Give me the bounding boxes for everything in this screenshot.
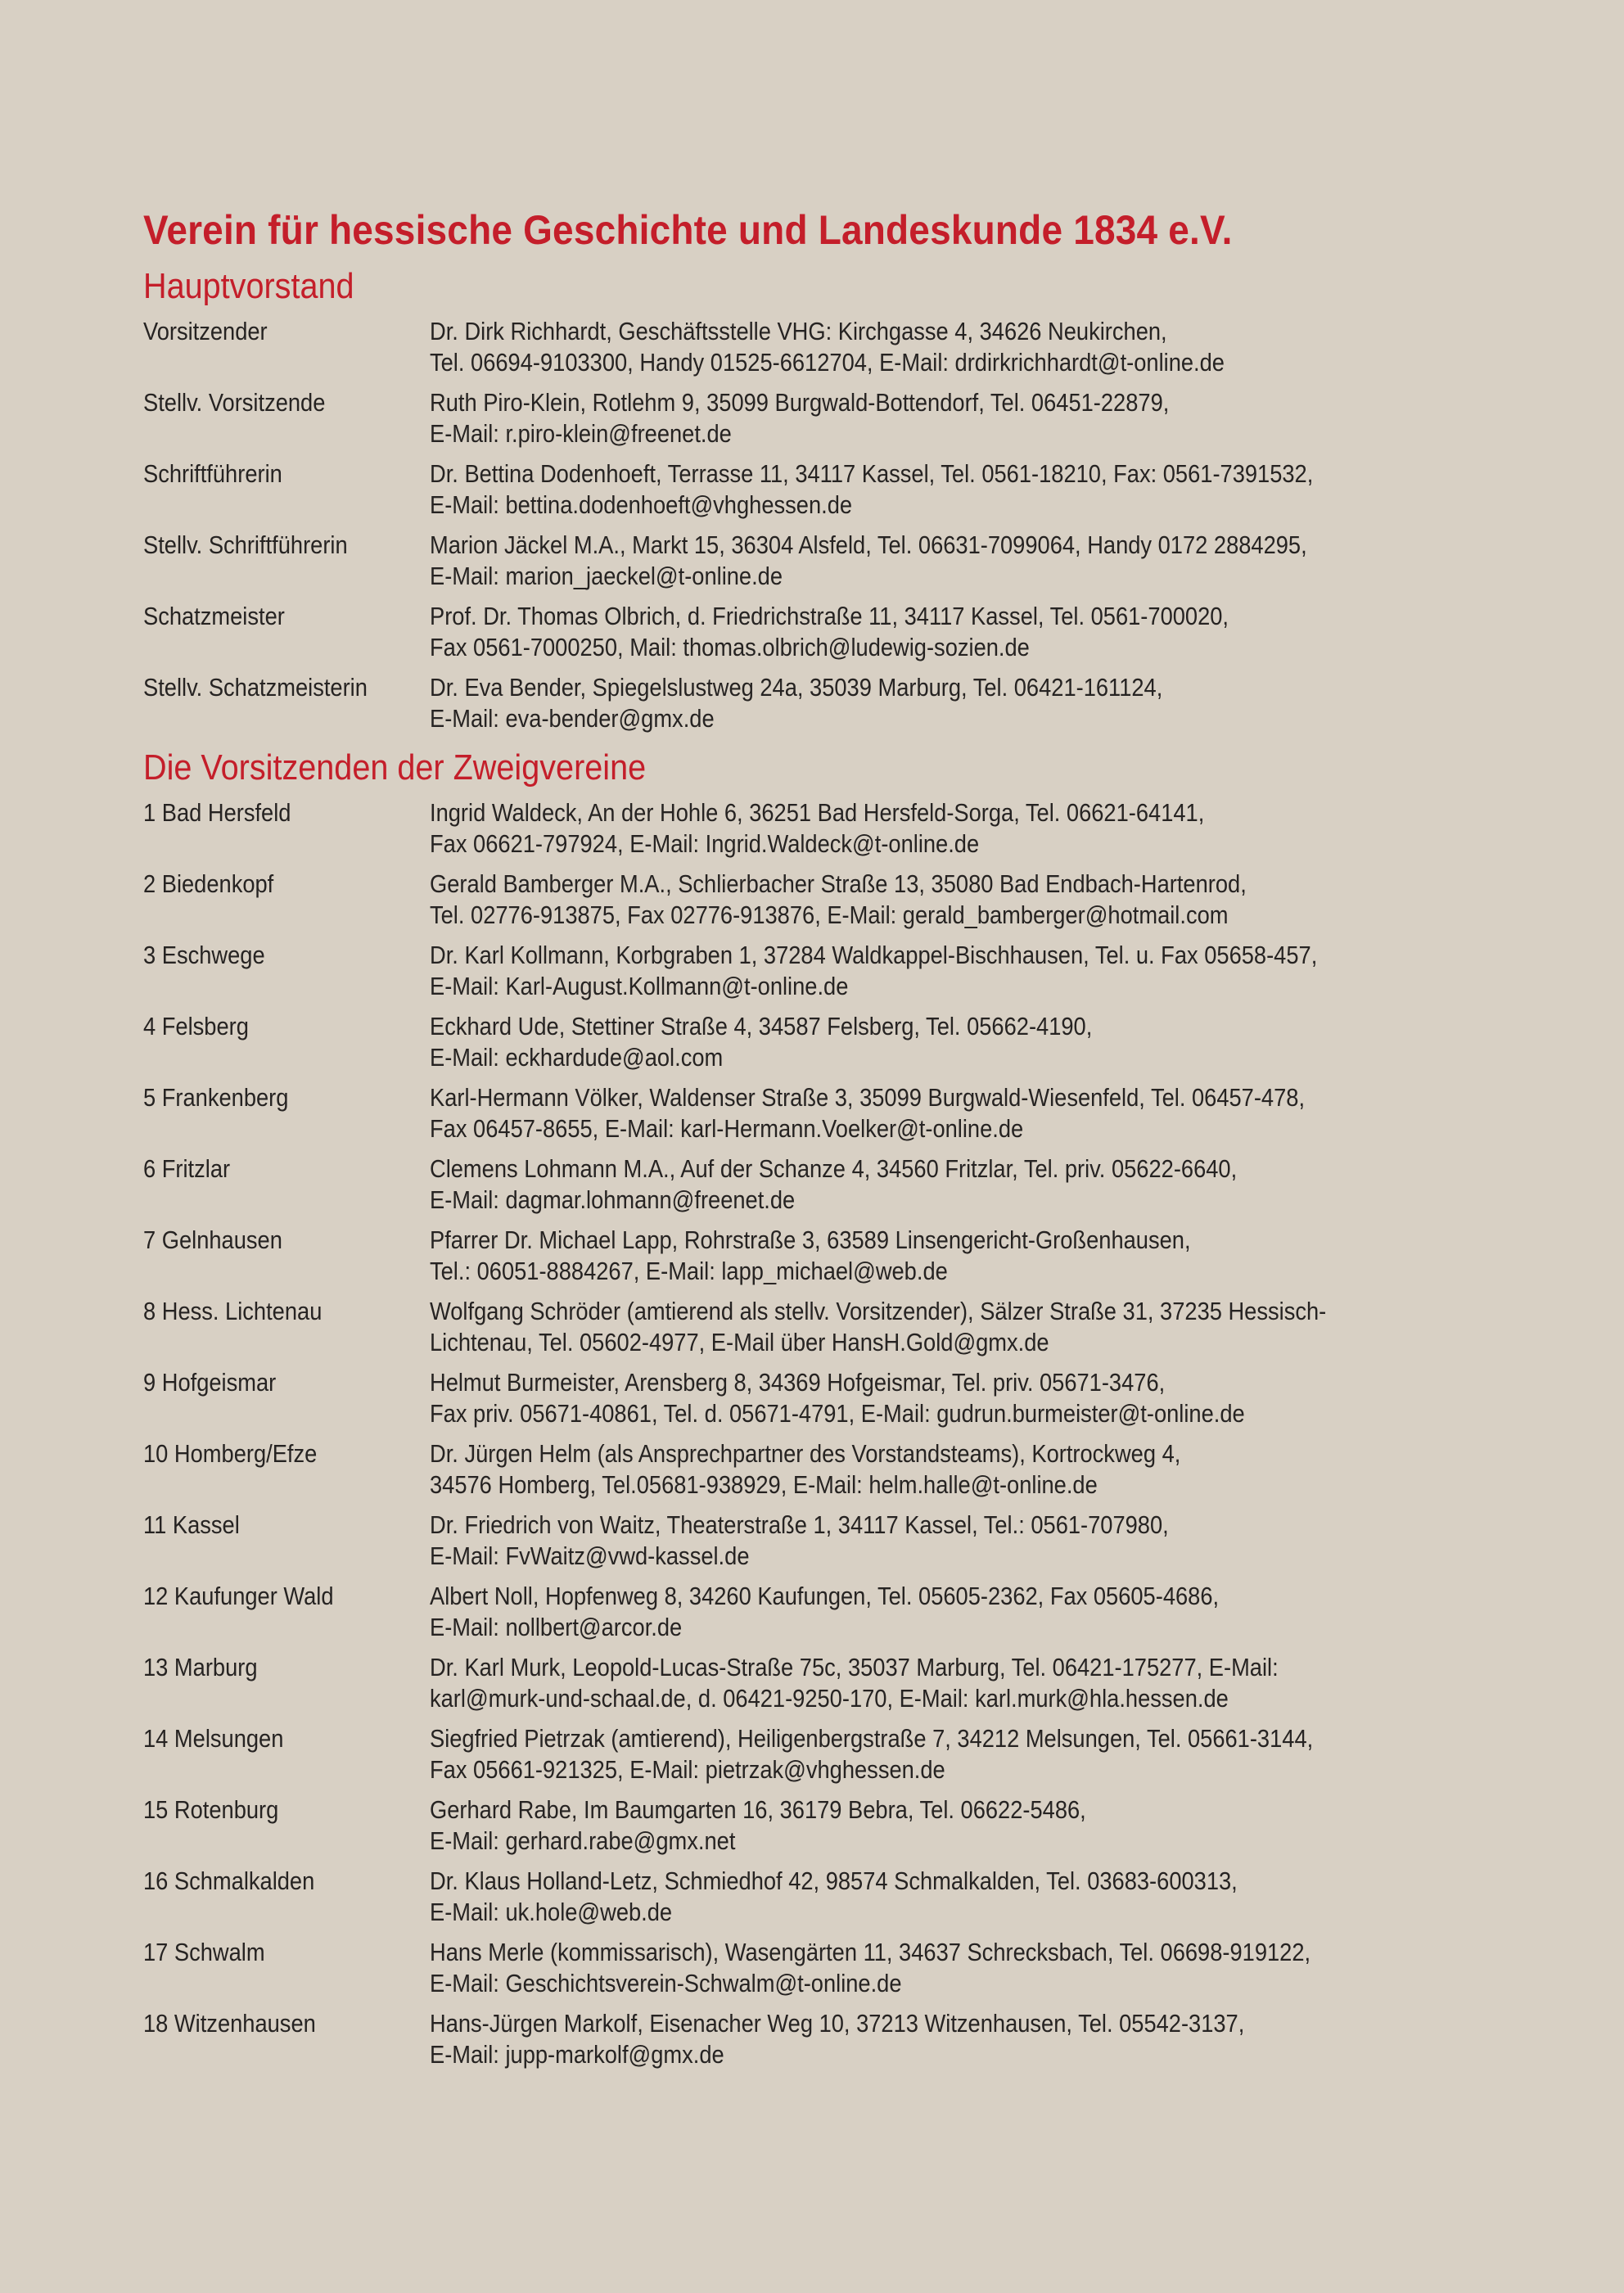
entry-details: [430, 387, 1366, 449]
entry-detail-line: E-Mail: eva-bender@gmx.de: [430, 704, 715, 733]
entry-role: 10 Homberg/Efze: [143, 1439, 318, 1468]
entry-detail-line: E-Mail: gerhard.rabe@gmx.net: [430, 1826, 736, 1855]
entry-detail-line: Dr. Jürgen Helm (als Ansprechpartner des Vorstandsteams), Kortrockweg 4,: [430, 1439, 1181, 1468]
list-item: [143, 601, 1494, 663]
list-item: [143, 387, 1494, 449]
entry-detail-line: Wolfgang Schröder (amtierend als stellv. Vorsitzender), Sälzer Straße 31, 37235 Hessisch-: [430, 1297, 1327, 1325]
entry-detail-line: Gerald Bamberger M.A., Schlierbacher Straße 13, 35080 Bad Endbach-Hartenrod,: [430, 869, 1247, 898]
entry-role: 3 Eschwege: [143, 941, 265, 969]
entry-detail-line: Lichtenau, Tel. 05602-4977, E-Mail über HansH.Gold@gmx.de: [430, 1328, 1049, 1356]
entry-details: [430, 1937, 1366, 1999]
list-item: [143, 1866, 1494, 1928]
zweigvereine-section: [143, 743, 1494, 2070]
entry-detail-line: Karl-Hermann Völker, Waldenser Straße 3, 35099 Burgwald-Wiesenfeld, Tel. 06457-478,: [430, 1083, 1306, 1112]
list-item: [143, 940, 1494, 1002]
entry-role: 13 Marburg: [143, 1653, 258, 1681]
entry-role: 4 Felsberg: [143, 1012, 249, 1040]
entry-details: [430, 601, 1366, 663]
list-item: [143, 1510, 1494, 1572]
entry-detail-line: Tel.: 06051-8884267, E-Mail: lapp_michael@web.de: [430, 1257, 948, 1285]
entry-detail-line: E-Mail: r.piro-klein@freenet.de: [430, 419, 732, 448]
entry-detail-line: E-Mail: bettina.dodenhoeft@vhghessen.de: [430, 490, 853, 519]
list-item: [143, 1794, 1494, 1857]
list-item: [143, 1367, 1494, 1429]
entry-details: [430, 530, 1366, 592]
entry-details: [430, 1866, 1366, 1928]
entry-role: Stellv. Vorsitzende: [143, 388, 326, 417]
list-item: [143, 1937, 1494, 1999]
list-item: [143, 1723, 1494, 1785]
entry-detail-line: Dr. Friedrich von Waitz, Theaterstraße 1, 34117 Kassel, Tel.: 0561-707980,: [430, 1510, 1169, 1539]
entry-details: [430, 1510, 1366, 1572]
entry-detail-line: Dr. Bettina Dodenhoeft, Terrasse 11, 34117 Kassel, Tel. 0561-18210, Fax: 0561-7391532,: [430, 459, 1314, 488]
entry-details: [430, 1652, 1366, 1714]
entry-role: Stellv. Schriftführerin: [143, 530, 348, 559]
entry-role: 18 Witzenhausen: [143, 2009, 316, 2038]
entry-role: 1 Bad Hersfeld: [143, 798, 291, 827]
entry-detail-line: Dr. Karl Murk, Leopold-Lucas-Straße 75c, 35037 Marburg, Tel. 06421-175277, E-Mail:: [430, 1653, 1279, 1681]
entry-details: [430, 1438, 1366, 1501]
entry-detail-line: Gerhard Rabe, Im Baumgarten 16, 36179 Bebra, Tel. 06622-5486,: [430, 1795, 1086, 1824]
entry-detail-line: E-Mail: Geschichtsverein-Schwalm@t-online.de: [430, 1969, 902, 1997]
entry-details: [430, 1011, 1366, 1073]
entry-detail-line: E-Mail: jupp-markolf@gmx.de: [430, 2040, 724, 2069]
list-item: [143, 1581, 1494, 1643]
entry-detail-line: Prof. Dr. Thomas Olbrich, d. Friedrichstraße 11, 34117 Kassel, Tel. 0561-700020,: [430, 602, 1229, 630]
entry-detail-line: Dr. Klaus Holland-Letz, Schmiedhof 42, 98574 Schmalkalden, Tel. 03683-600313,: [430, 1866, 1238, 1895]
list-item: [143, 672, 1494, 734]
entry-detail-line: Helmut Burmeister, Arensberg 8, 34369 Hofgeismar, Tel. priv. 05671-3476,: [430, 1368, 1166, 1397]
entry-details: [430, 1153, 1366, 1216]
entry-details: [430, 940, 1366, 1002]
list-item: [143, 1082, 1494, 1144]
entry-detail-line: E-Mail: Karl-August.Kollmann@t-online.de: [430, 972, 849, 1000]
entry-role: 9 Hofgeismar: [143, 1368, 277, 1397]
list-item: [143, 2008, 1494, 2070]
entry-role: 16 Schmalkalden: [143, 1866, 315, 1895]
hauptvorstand-list: [143, 316, 1494, 734]
entry-detail-line: E-Mail: eckhardude@aol.com: [430, 1043, 724, 1072]
entry-detail-line: Fax 0561-7000250, Mail: thomas.olbrich@ludewig-sozien.de: [430, 633, 1030, 661]
entry-detail-line: Fax 06621-797924, E-Mail: Ingrid.Waldeck@t-online.de: [430, 829, 980, 858]
hauptvorstand-section: [143, 262, 1494, 734]
list-item: [143, 316, 1494, 378]
entry-detail-line: Dr. Eva Bender, Spiegelslustweg 24a, 35039 Marburg, Tel. 06421-161124,: [430, 673, 1163, 702]
entry-role: 7 Gelnhausen: [143, 1225, 282, 1254]
entry-role: Vorsitzender: [143, 317, 268, 345]
list-item: [143, 1438, 1494, 1501]
entry-detail-line: Tel. 02776-913875, Fax 02776-913876, E-Mail: gerald_bamberger@hotmail.com: [430, 900, 1229, 929]
entry-role: 15 Rotenburg: [143, 1795, 279, 1824]
entry-detail-line: Tel. 06694-9103300, Handy 01525-6612704, E-Mail: drdirkrichhardt@t-online.de: [430, 348, 1225, 377]
page-title: Verein für hessische Geschichte und Landeskunde 1834 e.V.: [143, 207, 1233, 253]
entry-details: [430, 1794, 1366, 1857]
entry-detail-line: Albert Noll, Hopfenweg 8, 34260 Kaufungen, Tel. 05605-2362, Fax 05605-4686,: [430, 1582, 1220, 1610]
entry-details: [430, 1367, 1366, 1429]
entry-detail-line: Pfarrer Dr. Michael Lapp, Rohrstraße 3, 63589 Linsengericht-Großenhausen,: [430, 1225, 1191, 1254]
entry-detail-line: Dr. Karl Kollmann, Korbgraben 1, 37284 Waldkappel-Bischhausen, Tel. u. Fax 05658-457,: [430, 941, 1318, 969]
entry-role: 5 Frankenberg: [143, 1083, 289, 1112]
entry-detail-line: E-Mail: FvWaitz@vwd-kassel.de: [430, 1541, 750, 1570]
entry-details: [430, 1082, 1366, 1144]
entry-details: [430, 2008, 1366, 2070]
zweigvereine-list: [143, 797, 1494, 2070]
entry-detail-line: Fax 06457-8655, E-Mail: karl-Hermann.Voelker@t-online.de: [430, 1114, 1024, 1143]
document-page: [143, 203, 1494, 2079]
list-item: [143, 1153, 1494, 1216]
section-heading-zweigvereine: Die Vorsitzenden der Zweigvereine: [143, 747, 647, 788]
entry-detail-line: Siegfried Pietrzak (amtierend), Heiligenbergstraße 7, 34212 Melsungen, Tel. 05661-3144,: [430, 1724, 1314, 1753]
entry-detail-line: 34576 Homberg, Tel.05681-938929, E-Mail: helm.halle@t-online.de: [430, 1470, 1098, 1499]
entry-detail-line: Fax priv. 05671-40861, Tel. d. 05671-4791, E-Mail: gudrun.burmeister@t-online.de: [430, 1399, 1245, 1428]
entry-details: [430, 316, 1366, 378]
entry-detail-line: Clemens Lohmann M.A., Auf der Schanze 4, 34560 Fritzlar, Tel. priv. 05622-6640,: [430, 1154, 1238, 1183]
entry-role: 2 Biedenkopf: [143, 869, 274, 898]
entry-details: [430, 1225, 1366, 1287]
entry-detail-line: Marion Jäckel M.A., Markt 15, 36304 Alsfeld, Tel. 06631-7099064, Handy 0172 2884295,: [430, 530, 1307, 559]
entry-role: 8 Hess. Lichtenau: [143, 1297, 323, 1325]
entry-detail-line: E-Mail: dagmar.lohmann@freenet.de: [430, 1185, 796, 1214]
list-item: [143, 1225, 1494, 1287]
list-item: [143, 1296, 1494, 1358]
entry-details: [430, 1296, 1366, 1358]
entry-detail-line: Ruth Piro-Klein, Rotlehm 9, 35099 Burgwald-Bottendorf, Tel. 06451-22879,: [430, 388, 1170, 417]
list-item: [143, 458, 1494, 521]
entry-detail-line: Hans-Jürgen Markolf, Eisenacher Weg 10, 37213 Witzenhausen, Tel. 05542-3137,: [430, 2009, 1245, 2038]
entry-detail-line: karl@murk-und-schaal.de, d. 06421-9250-170, E-Mail: karl.murk@hla.hessen.de: [430, 1684, 1229, 1713]
entry-role: Schriftführerin: [143, 459, 282, 488]
entry-detail-line: E-Mail: marion_jaeckel@t-online.de: [430, 562, 783, 590]
entry-details: [430, 1723, 1366, 1785]
entry-detail-line: E-Mail: uk.hole@web.de: [430, 1898, 673, 1926]
entry-detail-line: E-Mail: nollbert@arcor.de: [430, 1613, 683, 1641]
list-item: [143, 869, 1494, 931]
entry-role: 6 Fritzlar: [143, 1154, 231, 1183]
entry-details: [430, 1581, 1366, 1643]
entry-role: Stellv. Schatzmeisterin: [143, 673, 368, 702]
entry-detail-line: Hans Merle (kommissarisch), Wasengärten 11, 34637 Schrecksbach, Tel. 06698-919122,: [430, 1938, 1311, 1966]
list-item: [143, 1011, 1494, 1073]
entry-role: 11 Kassel: [143, 1510, 240, 1539]
entry-role: Schatzmeister: [143, 602, 285, 630]
entry-details: [430, 458, 1366, 521]
entry-details: [430, 869, 1366, 931]
entry-role: 12 Kaufunger Wald: [143, 1582, 334, 1610]
list-item: [143, 797, 1494, 860]
entry-details: [430, 797, 1366, 860]
entry-details: [430, 672, 1366, 734]
entry-detail-line: Fax 05661-921325, E-Mail: pietrzak@vhghessen.de: [430, 1755, 945, 1784]
entry-role: 17 Schwalm: [143, 1938, 265, 1966]
section-heading-hauptvorstand: Hauptvorstand: [143, 266, 354, 306]
entry-detail-line: Ingrid Waldeck, An der Hohle 6, 36251 Bad Hersfeld-Sorga, Tel. 06621-64141,: [430, 798, 1205, 827]
entry-detail-line: Dr. Dirk Richhardt, Geschäftsstelle VHG: Kirchgasse 4, 34626 Neukirchen,: [430, 317, 1167, 345]
entry-role: 14 Melsungen: [143, 1724, 284, 1753]
list-item: [143, 530, 1494, 592]
list-item: [143, 1652, 1494, 1714]
entry-detail-line: Eckhard Ude, Stettiner Straße 4, 34587 Felsberg, Tel. 05662-4190,: [430, 1012, 1093, 1040]
